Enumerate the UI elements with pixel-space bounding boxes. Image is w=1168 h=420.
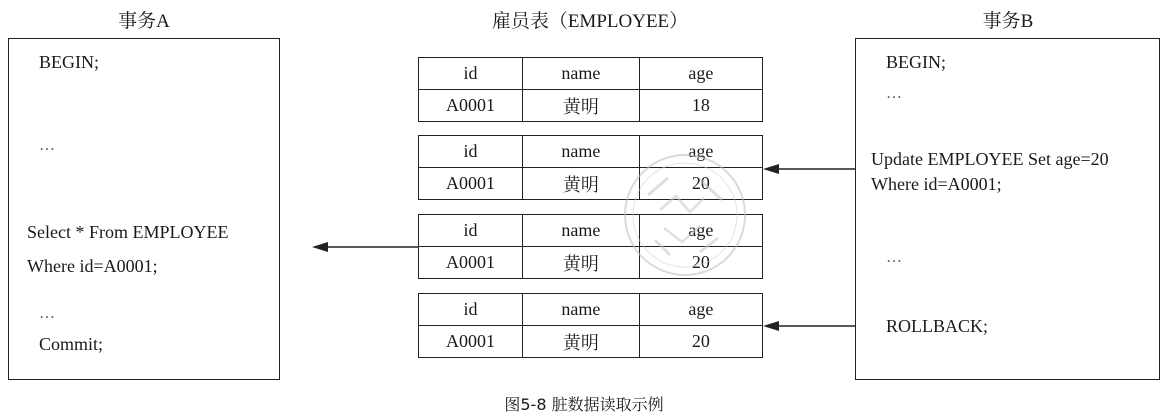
header-name: name (523, 136, 640, 168)
header-id: id (419, 58, 523, 90)
header-age: age (639, 294, 762, 326)
transaction-a-begin: BEGIN; (39, 52, 99, 72)
header-age: age (639, 58, 762, 90)
cell-name: 黄明 (523, 247, 640, 279)
header-age: age (639, 215, 762, 247)
arrow-update-to-table-2 (763, 164, 855, 174)
transaction-a-select-line-1: Select * From EMPLOYEE (27, 222, 229, 242)
header-age: age (639, 136, 762, 168)
transaction-b-update-line-2: Where id=A0001; (871, 174, 1002, 194)
figure-caption: 图5-8 脏数据读取示例 (504, 395, 664, 414)
arrow-table-3-to-select (312, 242, 418, 252)
cell-name: 黄明 (523, 90, 640, 122)
transaction-b-ellipsis-1: … (886, 85, 902, 102)
header-name: name (523, 294, 640, 326)
header-id: id (419, 136, 523, 168)
header-id: id (419, 294, 523, 326)
transaction-b-ellipsis-2: … (886, 249, 902, 266)
cell-id: A0001 (419, 247, 523, 279)
cell-age: 20 (639, 247, 762, 279)
transaction-a-commit: Commit; (39, 334, 104, 354)
employee-table-title: 雇员表（EMPLOYEE） (491, 11, 689, 32)
transaction-b-begin: BEGIN; (886, 52, 946, 72)
cell-age: 20 (639, 168, 762, 200)
cell-id: A0001 (419, 168, 523, 200)
transaction-b-title: 事务B (982, 11, 1034, 32)
cell-age: 18 (639, 90, 762, 122)
transaction-b-update-line-1: Update EMPLOYEE Set age=20 (871, 149, 1109, 169)
header-name: name (523, 215, 640, 247)
cell-id: A0001 (419, 326, 523, 358)
watermark-stamp (625, 155, 745, 275)
header-name: name (523, 58, 640, 90)
transaction-a-select-line-2: Where id=A0001; (27, 256, 158, 276)
cell-name: 黄明 (523, 168, 640, 200)
transaction-b-rollback: ROLLBACK; (886, 316, 989, 336)
transaction-a-title: 事务A (118, 11, 170, 32)
cell-id: A0001 (419, 90, 523, 122)
transaction-a-ellipsis-2: … (39, 305, 55, 322)
cell-name: 黄明 (523, 326, 640, 358)
transaction-a-ellipsis-1: … (39, 137, 55, 154)
header-id: id (419, 215, 523, 247)
arrow-rollback-to-table-4 (763, 321, 855, 331)
cell-age: 20 (639, 326, 762, 358)
